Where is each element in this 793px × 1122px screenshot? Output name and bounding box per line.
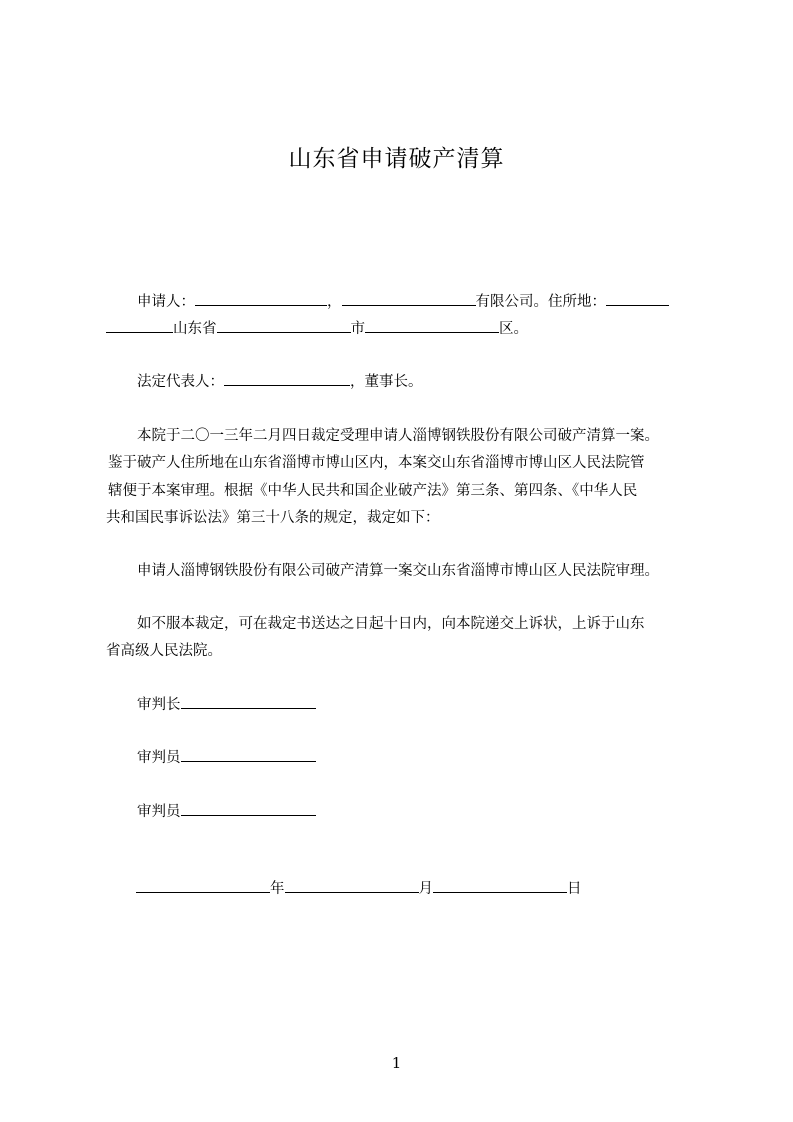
judge-signature-1 <box>137 747 316 768</box>
appeal-line: 省高级人民法院。 <box>106 643 222 659</box>
document-title: 山东省申请破产清算 <box>288 146 505 172</box>
legal-rep-suffix: ，董事长。 <box>350 374 423 390</box>
district-blank <box>365 318 499 333</box>
applicant-name-blank <box>195 291 327 306</box>
city-label: 市 <box>350 321 365 337</box>
day-label: 日 <box>567 881 582 897</box>
chief-judge-signature <box>137 694 316 715</box>
date-line <box>136 878 582 899</box>
applicant-comma: ， <box>327 294 342 310</box>
applicant-line-1 <box>137 291 669 312</box>
paragraph-line: 辖便于本案审理。根据《中华人民共和国企业破产法》第三条、第四条、《中华人民 <box>108 483 638 499</box>
legal-rep-line <box>137 371 423 392</box>
company-name-blank <box>342 291 476 306</box>
month-blank <box>285 878 419 893</box>
paragraph-line: 鉴于破产人住所地在山东省淄博市博山区内，本案交山东省淄博市博山区人民法院管 <box>108 455 645 471</box>
judge-blank-1 <box>181 747 316 762</box>
address-blank-2 <box>106 318 173 333</box>
district-label: 区。 <box>499 321 528 337</box>
legal-rep-blank <box>224 371 350 386</box>
judge-blank-2 <box>181 801 316 816</box>
chief-judge-label: 审判长 <box>137 697 181 713</box>
legal-rep-label: 法定代表人： <box>137 374 224 390</box>
day-blank <box>433 878 567 893</box>
applicant-line-2 <box>106 318 528 339</box>
year-blank <box>136 878 270 893</box>
judge-signature-2 <box>137 801 316 822</box>
month-label: 月 <box>418 881 433 897</box>
company-suffix: 有限公司。住所地： <box>475 294 606 310</box>
province-label: 山东省 <box>173 321 217 337</box>
year-label: 年 <box>270 881 285 897</box>
address-blank-1 <box>606 291 669 306</box>
applicant-label: 申请人： <box>137 294 195 310</box>
paragraph-line: 共和国民事诉讼法》第三十八条的规定，裁定如下： <box>106 510 440 526</box>
city-blank <box>217 318 351 333</box>
chief-judge-blank <box>181 694 316 709</box>
paragraph-line: 本院于二〇一三年二月四日裁定受理申请人淄博钢铁股份有限公司破产清算一案。 <box>137 428 659 444</box>
judge-label-2: 审判员 <box>137 804 181 820</box>
page-number: 1 <box>391 1054 402 1072</box>
appeal-line: 如不服本裁定，可在裁定书送达之日起十日内，向本院递交上诉状，上诉于山东 <box>137 616 645 632</box>
ruling-text: 申请人淄博钢铁股份有限公司破产清算一案交山东省淄博市博山区人民法院审理。 <box>137 563 659 579</box>
judge-label-1: 审判员 <box>137 750 181 766</box>
